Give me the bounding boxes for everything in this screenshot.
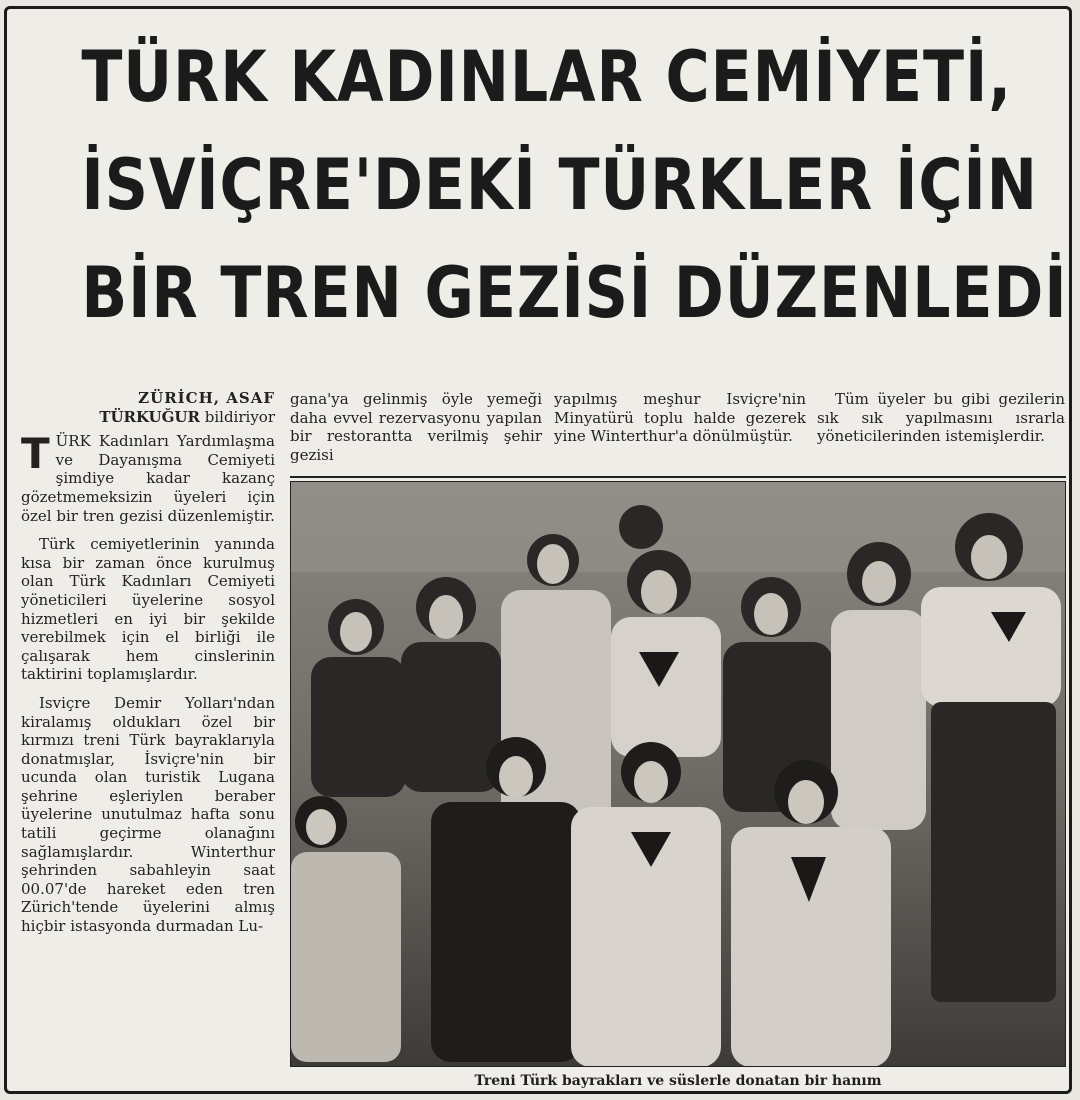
drop-cap: T [21, 429, 50, 479]
paragraph-2: Türk cemiyetlerinin yanında kısa bir zaman önce kurulmuş olan Türk Kadınları Cemiyeti yöneticileri üyelerine sosyol hizmetleri en iyi bir şekilde verebilmek için el birliği ile çalışarak hem cinslerinin taktirini toplamışlardır. [21, 535, 275, 684]
group-photo [290, 481, 1066, 1067]
article-column-2 [290, 390, 542, 464]
dateline: ZÜRİCH, ASAF [138, 389, 275, 407]
group-photo-illustration [291, 482, 1066, 1067]
byline [21, 408, 275, 427]
newspaper-clipping [4, 6, 1072, 1094]
headline [7, 23, 1069, 347]
column-3-text: yapılmış meşhur Isviçre'nin Minyatürü toplu halde gezerek yine Winterthur'a dönülmüştür. [554, 390, 806, 446]
column-divider-rule [290, 476, 1066, 478]
photo-caption: Treni Türk bayrakları ve süslerle donatan bir hanım [474, 1073, 882, 1089]
article-column-1 [21, 389, 275, 936]
headline-line-2: İSVİÇRE'DEKİ TÜRKLER İÇİN [81, 144, 1038, 226]
headline-line-1: TÜRK KADINLAR CEMİYETİ, [81, 36, 1012, 118]
paragraph-3: Isviçre Demir Yolları'ndan kiralamış oldukları özel bir kırmızı treni Türk bayraklarıyla donatmışlar, İsviçre'nin bir ucunda olan turistik Lugana şehrine eşleriylen beraber üyelerine unutulmaz hafta sonu tatili geçirme olanağını sağlamışlardır. Winterthur şehrinden sabahleyin saat 00.07'de hareket eden tren Zürich'tende üyelerini almış hiçbir istasyonda durmadan Lu- [21, 693, 275, 936]
paragraph-1 [21, 429, 275, 525]
article-column-3 [554, 390, 806, 446]
byline-name: TÜRKUĞUR [99, 407, 200, 426]
column-4-text: Tüm üyeler bu gibi gezilerin sık sık yapılmasını ısrarla yöneticilerinden istemişlerdir. [817, 390, 1065, 446]
article-column-4 [817, 390, 1065, 446]
headline-line-3: BİR TREN GEZİSİ DÜZENLEDİ [81, 252, 1068, 334]
paragraph-1-text: ÜRK Kadınları Yardımlaşma ve Dayanışma Cemiyeti şimdiye kadar kazanç gözetmemeksizin üyeleri için özel bir tren gezisi düzenlemiştir. [21, 432, 275, 525]
byline-verb: bildiriyor [204, 407, 275, 426]
column-2-text: gana'ya gelinmiş öyle yemeği daha evvel rezervasyonu yapılan bir restorantta verilmiş şehir gezisi [290, 390, 542, 464]
